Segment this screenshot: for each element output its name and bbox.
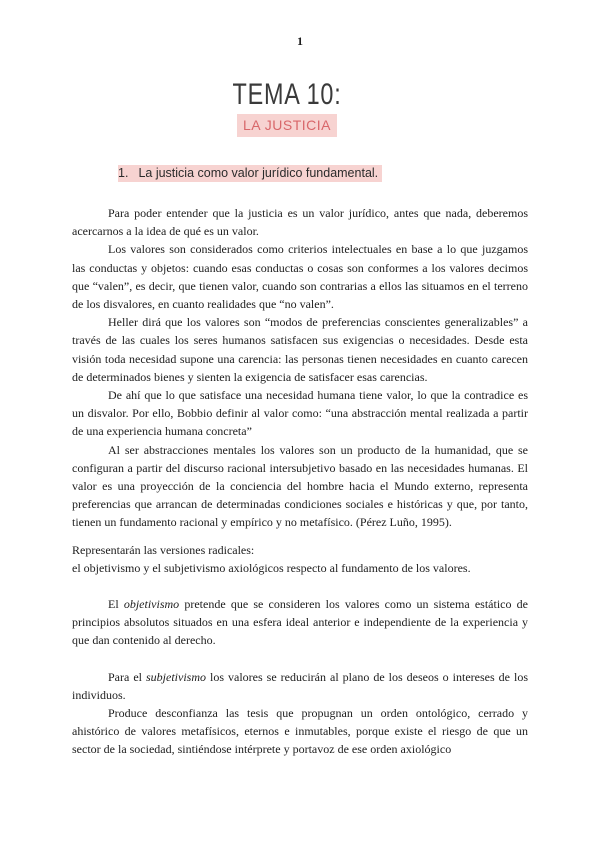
- body-text: [72, 204, 528, 759]
- paragraph: Representarán las versiones radicales:: [72, 542, 255, 557]
- text-run: los valores se reducirán al plano de los deseos o intereses de los individuos.: [72, 669, 528, 702]
- paragraph: De ahí que lo que satisface una necesidad humana tiene valor, lo que la contradice es un disvalor. Por ello, Bobbio definir al valor como: “una abstracción mental realizada a partir de una experiencia humana concreta”: [72, 388, 528, 439]
- section-number: 1.: [118, 166, 129, 180]
- paragraph: Produce desconfianza las tesis que propugnan un orden ontológico, cerrado y ahistórico de valores metafísicos, eternos e inmutables, porque existe el riesgo de que un sector de la sociedad, sintiéndose intérprete y portavoz de ese orden axiológico: [72, 706, 528, 757]
- paragraph: Los valores son considerados como criterios intelectuales en base a lo que juzgamos las conductas y objetos: cuando esas conductas o cosas son conformes a los valores decimos que “valen”, es decir, que tienen valor, cuando son contrarias a ellos las situamos en el terreno de los disvalores, en cuanto realidades que “no valen”.: [72, 242, 528, 312]
- page-subtitle: LA JUSTICIA: [237, 114, 337, 137]
- paragraph: [72, 595, 528, 650]
- text-run: pretende que se consideren los valores como un sistema estático de principios absolutos situados en una esfera ideal anterior e independiente de la experiencia y que dan contenido al derecho.: [72, 597, 528, 648]
- page-title: TEMA 10:: [232, 78, 342, 111]
- section-title: La justicia como valor jurídico fundamental.: [138, 166, 379, 180]
- paragraph: el objetivismo y el subjetivismo axiológicos respecto al fundamento de los valores.: [72, 560, 471, 575]
- paragraph: Heller dirá que los valores son “modos de preferencias conscientes generalizables” a través de las cuales los seres humanos satisfacen sus exigencias o necesidades. Desde esta visión toda necesidad supone una carencia: las personas tienen necesidades en cuanto carecen de determinados bienes y sienten la exigencia de satisfacer esas carencias.: [72, 315, 528, 384]
- text-run: El: [108, 597, 124, 612]
- subtitle-container: [0, 114, 574, 137]
- page-number: 1: [297, 34, 303, 48]
- emphasis: subjetivismo: [146, 669, 206, 684]
- paragraph: Para poder entender que la justicia es un valor jurídico, antes que nada, deberemos acercarnos a la idea de qué es un valor.: [72, 206, 528, 239]
- paragraph: Al ser abstracciones mentales los valores son un producto de la humanidad, que se configuran a partir del discurso racional intersubjetivo basado en las necesidades humanas. El valor es una proyección de la conciencia del hombre hacia el Mundo externo, representa preferencias que arrancan de determinadas condiciones sociales e históricas y que, por tanto, tienen un fundamento racional y empírico y no metafísico. (Pérez Luño, 1995).: [72, 442, 528, 530]
- section-heading: [118, 165, 382, 182]
- text-run: Para el: [108, 669, 146, 684]
- emphasis: objetivismo: [123, 597, 180, 612]
- paragraph: [72, 668, 528, 704]
